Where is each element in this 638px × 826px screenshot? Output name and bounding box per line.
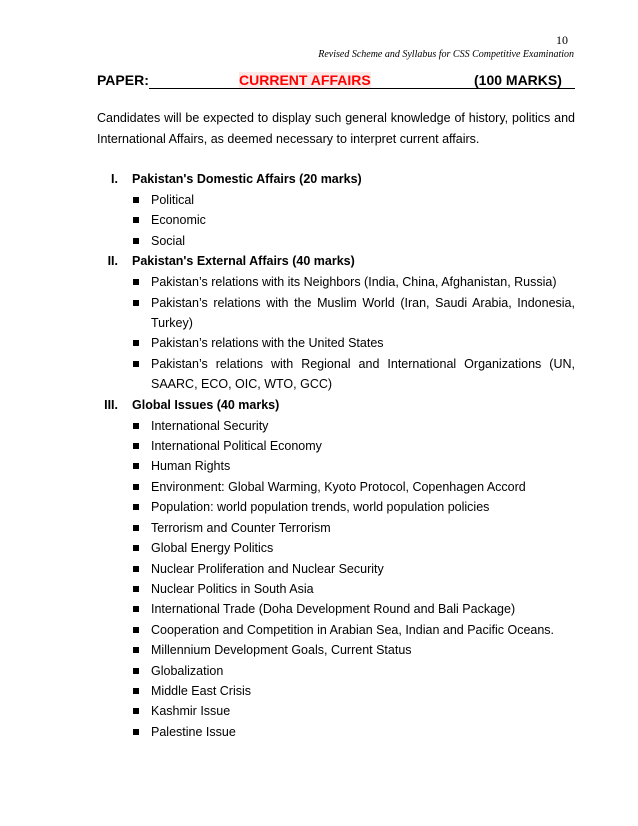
list-item-text: Palestine Issue [151, 724, 236, 739]
list-item [0, 497, 638, 517]
square-bullet-icon [133, 668, 139, 674]
square-bullet-icon [133, 606, 139, 612]
list-item-text: Environment: Global Warming, Kyoto Protocol, Copenhagen Accord [151, 479, 526, 494]
square-bullet-icon [133, 647, 139, 653]
list-item-text: Pakistan’s relations with its Neighbors (India, China, Afghanistan, Russia) [151, 275, 557, 290]
square-bullet-icon [133, 545, 139, 551]
list-item [0, 701, 638, 721]
square-bullet-icon [133, 504, 139, 510]
list-item-text: International Trade (Doha Development Round and Bali Package) [151, 602, 516, 617]
square-bullet-icon [133, 300, 139, 306]
list-item [0, 231, 638, 251]
section-item-list [0, 190, 638, 251]
square-bullet-icon [133, 340, 139, 346]
square-bullet-icon [133, 279, 139, 285]
list-item-text: Terrorism and Counter Terrorism [151, 520, 331, 535]
section-numeral: III. [104, 397, 118, 412]
list-item [0, 477, 638, 497]
list-item-text: Cooperation and Competition in Arabian Sea, Indian and Pacific Oceans. [151, 622, 555, 637]
list-item-text: International Political Economy [151, 439, 322, 454]
list-item-text: Human Rights [151, 459, 231, 474]
page-number: 10 [556, 33, 568, 47]
underline-subject [239, 88, 370, 89]
square-bullet-icon [133, 566, 139, 572]
paper-heading [97, 72, 575, 90]
list-item-text: Population: world population trends, world population policies [151, 500, 490, 515]
list-item [0, 559, 638, 579]
section-heading [0, 395, 638, 416]
square-bullet-icon [133, 443, 139, 449]
running-header: Revised Scheme and Syllabus for CSS Competitive Examination [318, 49, 574, 60]
list-item [0, 210, 638, 230]
list-item [0, 661, 638, 681]
square-bullet-icon [133, 688, 139, 694]
square-bullet-icon [133, 361, 139, 367]
underline-right [370, 88, 575, 89]
list-item-text: Pakistan’s relations with Regional and International Organizations (UN, SAARC, ECO, OIC, WTO, GCC) [151, 356, 575, 392]
intro-paragraph: Candidates will be expected to display such general knowledge of history, politics and International Affairs, as deemed necessary to interpret current affairs. [97, 111, 575, 146]
section-item-list [0, 272, 638, 394]
underline-left [149, 88, 239, 89]
list-item [0, 681, 638, 701]
list-item-text: International Security [151, 418, 269, 433]
square-bullet-icon [133, 238, 139, 244]
list-item [0, 620, 638, 640]
paper-marks: (100 MARKS) [474, 72, 562, 88]
square-bullet-icon [133, 463, 139, 469]
list-item [0, 518, 638, 538]
section-title: Pakistan's External Affairs (40 marks) [132, 254, 355, 269]
section-numeral: I. [111, 172, 118, 186]
section-heading [0, 251, 638, 272]
list-item-text: Social [151, 233, 186, 248]
square-bullet-icon [133, 217, 139, 223]
list-item-text: Pakistan’s relations with the United States [151, 336, 384, 351]
list-item-text: Kashmir Issue [151, 704, 231, 719]
list-item [0, 579, 638, 599]
list-item [0, 293, 638, 334]
square-bullet-icon [133, 423, 139, 429]
list-item [0, 416, 638, 436]
section-title: Pakistan's Domestic Affairs (20 marks) [132, 172, 362, 186]
list-item [0, 190, 638, 210]
square-bullet-icon [133, 708, 139, 714]
list-item-text: Globalization [151, 663, 224, 678]
list-item-text: Global Energy Politics [151, 541, 274, 556]
syllabus-sections [0, 169, 638, 742]
square-bullet-icon [133, 525, 139, 531]
square-bullet-icon [133, 627, 139, 633]
list-item-text: Economic [151, 213, 206, 228]
square-bullet-icon [133, 729, 139, 735]
square-bullet-icon [133, 586, 139, 592]
list-item [0, 599, 638, 619]
list-item [0, 333, 638, 353]
list-item-text: Middle East Crisis [151, 683, 252, 698]
list-item-text: Millennium Development Goals, Current Status [151, 643, 412, 658]
list-item [0, 354, 638, 395]
square-bullet-icon [133, 484, 139, 490]
section-numeral: II. [107, 254, 118, 269]
list-item-text: Nuclear Proliferation and Nuclear Security [151, 561, 384, 576]
paper-subject: CURRENT AFFAIRS [239, 72, 371, 88]
list-item [0, 272, 638, 292]
list-item [0, 436, 638, 456]
paper-label: PAPER: [97, 72, 149, 88]
list-item [0, 456, 638, 476]
list-item-text: Nuclear Politics in South Asia [151, 581, 314, 596]
list-item-text: Political [151, 193, 195, 207]
section-item-list [0, 416, 638, 743]
list-item-text: Pakistan’s relations with the Muslim World (Iran, Saudi Arabia, Indonesia, Turkey) [151, 295, 575, 331]
list-item [0, 640, 638, 660]
section-title: Global Issues (40 marks) [132, 397, 280, 412]
square-bullet-icon [133, 197, 139, 203]
list-item [0, 722, 638, 742]
list-item [0, 538, 638, 558]
section-heading [0, 169, 638, 190]
